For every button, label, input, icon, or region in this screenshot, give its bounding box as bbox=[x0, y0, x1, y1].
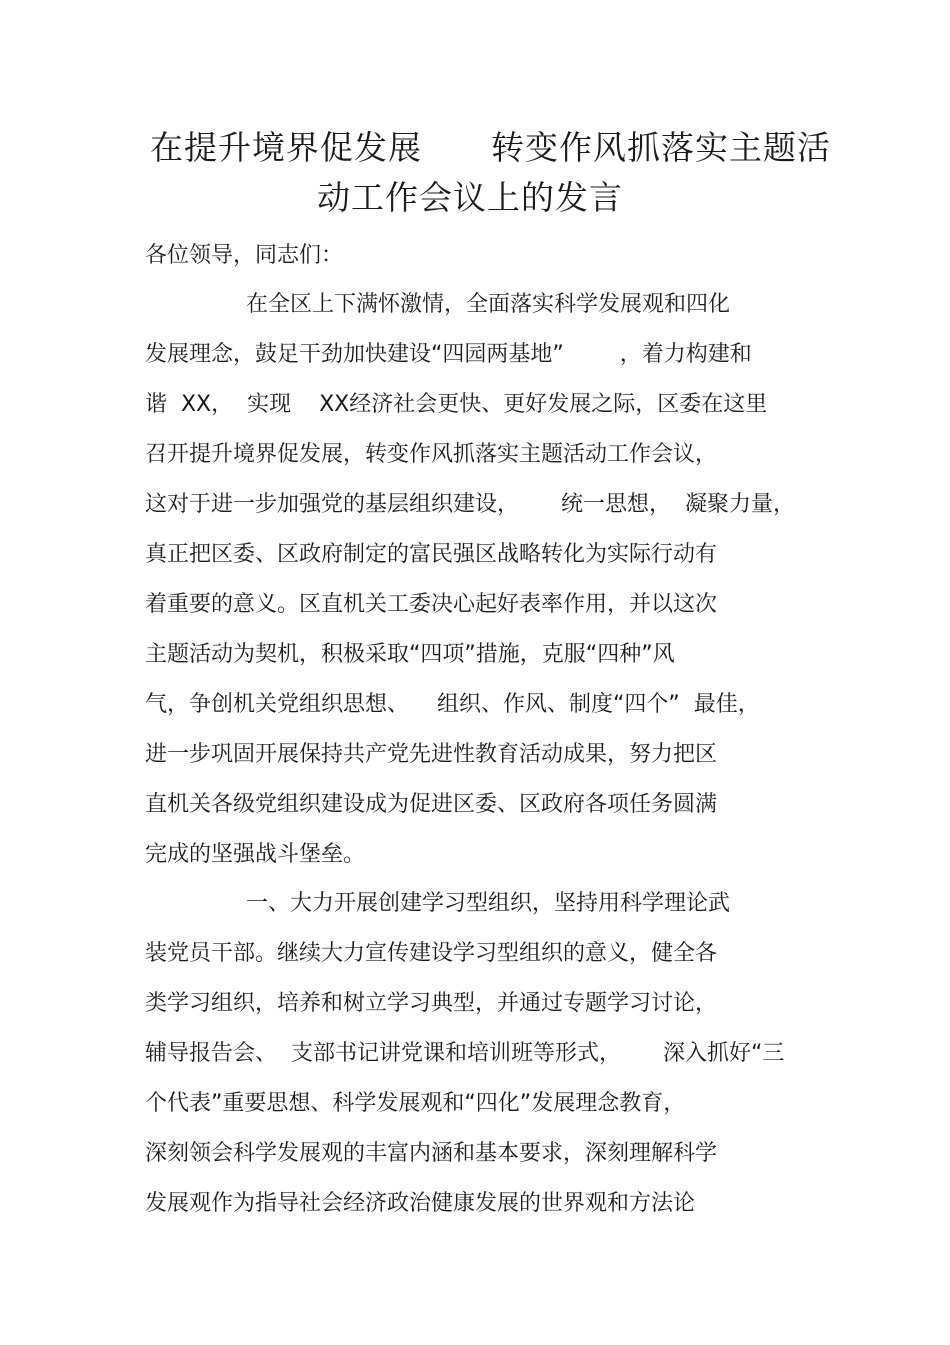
body-line-4: 召开提升境界促发展，转变作风抓落实主题活动工作会议， bbox=[145, 442, 718, 467]
body-line-2: 发展理念，鼓足干劲加快建设“四园两基地” ，着力构建和 bbox=[145, 342, 752, 367]
body-line-6: 真正把区委、区政府制定的富民强区战略转化为实际行动有 bbox=[145, 542, 718, 567]
body-line-18: 深刻领会科学发展观的丰富内涵和基本要求，深刻理解科学 bbox=[145, 1141, 718, 1166]
body-line-13: 一、大力开展创建学习型组织，坚持用科学理论武 bbox=[246, 891, 731, 916]
body-line-9: 气，争创机关党组织思想、 组织、作风、制度“四个” 最佳， bbox=[145, 692, 760, 717]
body-line-8: 主题活动为契机，积极采取“四项”措施，克服“四种”风 bbox=[145, 642, 675, 667]
body-line-5: 这对于进一步加强党的基层组织建设， 统一思想， 凝聚力量， bbox=[145, 492, 795, 517]
body-line-14: 装党员干部。继续大力宣传建设学习型组织的意义，健全各 bbox=[145, 941, 718, 966]
salutation: 各位领导，同志们： bbox=[145, 243, 344, 268]
body-line-1: 在全区上下满怀激情，全面落实科学发展观和四化 bbox=[246, 292, 731, 317]
body-line-11: 直机关各级党组织建设成为促进区委、区政府各项任务圆满 bbox=[145, 792, 718, 817]
body-line-15: 类学习组织，培养和树立学习典型，并通过专题学习讨论， bbox=[145, 991, 718, 1016]
body-line-19: 发展观作为指导社会经济政治健康发展的世界观和方法论 bbox=[145, 1191, 696, 1216]
body-line-16: 辅导报告会、 支部书记讲党课和培训班等形式， 深入抓好“三 bbox=[145, 1041, 785, 1066]
body-line-12: 完成的坚强战斗堡垒。 bbox=[145, 842, 366, 867]
body-line-10: 进一步巩固开展保持共产党先进性教育活动成果，努力把区 bbox=[145, 742, 718, 767]
document-title-line-1: 在提升境界促发展 转变作风抓落实主题活 bbox=[150, 128, 831, 167]
body-line-17: 个代表”重要思想、科学发展观和“四化”发展理念教育， bbox=[145, 1091, 686, 1116]
body-line-7: 着重要的意义。区直机关工委决心起好表率作用，并以这次 bbox=[145, 592, 718, 617]
body-line-3: 谐 XX， 实现 XX经济社会更快、更好发展之际，区委在这里 bbox=[145, 392, 768, 417]
document-title-line-2: 动工作会议上的发言 bbox=[317, 178, 623, 217]
